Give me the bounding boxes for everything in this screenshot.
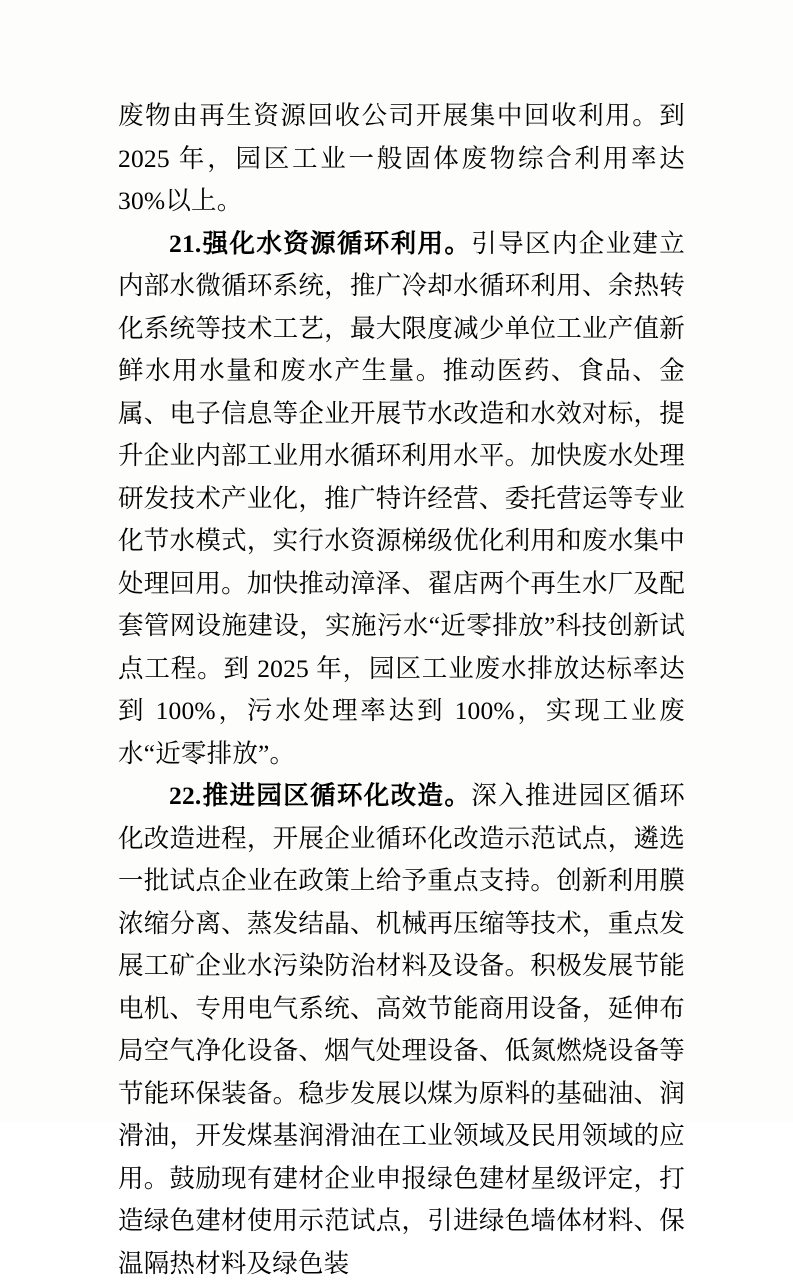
document-body xyxy=(118,95,685,1285)
paragraph-heading-22: 22.推进园区循环化改造。 xyxy=(169,781,472,810)
paragraph-item-22 xyxy=(118,775,685,1285)
paragraph-heading-21: 21.强化水资源循环利用。 xyxy=(169,228,472,258)
paragraph-item-21 xyxy=(118,223,685,776)
paragraph-continuation xyxy=(118,95,685,223)
paragraph-text: 废物由再生资源回收公司开展集中回收利用。到 2025 年，园区工业一般固体废物综合利用率达 30%以上。 xyxy=(118,101,685,215)
paragraph-text: 引导区内企业建立内部水微循环系统，推广冷却水循环利用、余热转化系统等技术工艺，最大限度减少单位工业产值新鲜水用水量和废水产生量。推动医药、食品、金属、电子信息等企业开展节水改造和水效对标，提升企业内部工业用水循环利用水平。加快废水处理研发技术产业化，推广特许经营、委托营运等专业化节水模式，实行水资源梯级优化利用和废水集中处理回用。加快推动漳泽、翟店两个再生水厂及配套管网设施建设，实施污水“近零排放”科技创新试点工程。到 2025 年，园区工业废水排放达标率达到 100%，污水处理率达到 100%，实现工业废水“近零排放”。 xyxy=(118,228,685,768)
paragraph-text: 深入推进园区循环化改造进程，开展企业循环化改造示范试点，遴选一批试点企业在政策上给予重点支持。创新利用膜浓缩分离、蒸发结晶、机械再压缩等技术，重点发展工矿企业水污染防治材料及设备。积极发展节能电机、专用电气系统、高效节能商用设备，延伸布局空气净化设备、烟气处理设备、低氮燃烧设备等节能环保装备。稳步发展以煤为原料的基础油、润滑油，开发煤基润滑油在工业领域及民用领域的应用。鼓励现有建材企业申报绿色建材星级评定，打造绿色建材使用示范试点，引进绿色墙体材料、保温隔热材料及绿色装 xyxy=(118,781,685,1278)
